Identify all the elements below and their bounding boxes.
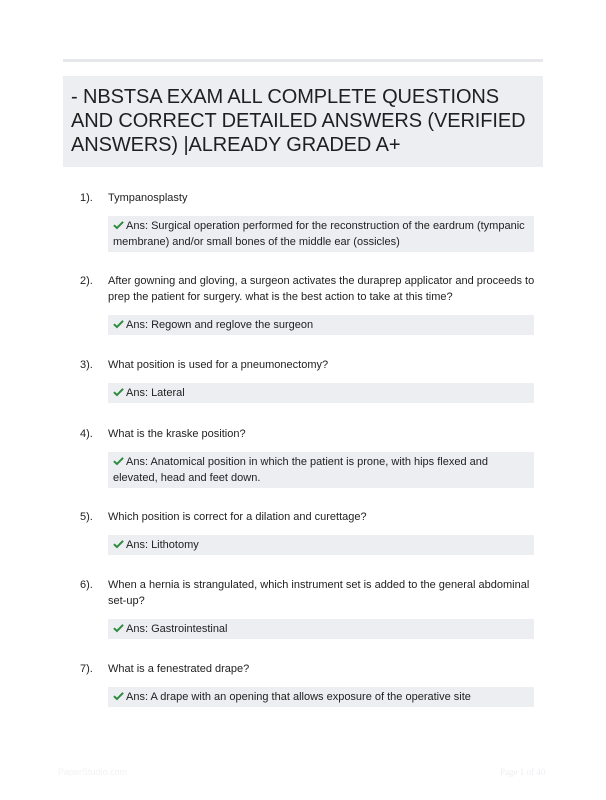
answer-box — [108, 383, 534, 403]
qa-item-7 — [80, 661, 540, 707]
check-icon — [113, 456, 124, 466]
question-number: 1). — [80, 192, 93, 204]
question-number: 2). — [80, 275, 93, 287]
answer-box — [108, 687, 534, 707]
qa-item-5 — [80, 509, 540, 555]
question-text: What position is used for a pneumonectomy? — [108, 359, 329, 371]
footer-source: PaperStudio.com — [58, 767, 128, 777]
answer-text: Ans: Lithotomy — [126, 539, 199, 551]
page-number: Page 1 of 40 — [500, 767, 546, 777]
answer-box — [108, 619, 534, 639]
check-icon — [113, 691, 124, 701]
question-number: 4). — [80, 428, 93, 440]
question-text: What is the kraske position? — [108, 428, 246, 440]
question-number: 6). — [80, 579, 93, 591]
answer-text: Ans: Regown and reglove the surgeon — [126, 319, 314, 331]
answer-text: Ans: A drape with an opening that allows exposure of the operative site — [126, 691, 471, 703]
qa-item-4 — [80, 426, 540, 488]
check-icon — [113, 623, 124, 633]
answer-box — [108, 535, 534, 555]
document-title: - NBSTSA EXAM ALL COMPLETE QUESTIONS AND CORRECT DETAILED ANSWERS (VERIFIED ANSWERS) |ALREADY GRADED A+ — [71, 86, 526, 156]
answer-text: Ans: Lateral — [126, 387, 185, 399]
question-number: 5). — [80, 511, 93, 523]
answer-text: Ans: Gastrointestinal — [126, 623, 228, 635]
answer-text: Ans: Anatomical position in which the patient is prone, with hips flexed and elevated, head and feet down. — [113, 456, 488, 484]
question-number: 3). — [80, 359, 93, 371]
answer-text: Ans: Surgical operation performed for the reconstruction of the eardrum (tympanic membrane) and/or small bones of the middle ear (ossicles) — [113, 220, 525, 248]
top-divider — [63, 59, 543, 62]
qa-item-2 — [80, 273, 540, 335]
check-icon — [113, 387, 124, 397]
answer-box — [108, 315, 534, 335]
title-panel — [63, 76, 543, 167]
qa-item-3 — [80, 357, 540, 403]
question-number: 7). — [80, 663, 93, 675]
answer-box — [108, 216, 534, 252]
qa-item-6 — [80, 577, 540, 639]
question-text: Which position is correct for a dilation and curettage? — [108, 511, 367, 523]
question-text: When a hernia is strangulated, which instrument set is added to the general abdominal set-up? — [108, 579, 530, 607]
question-text: After gowning and gloving, a surgeon activates the duraprep applicator and proceeds to prep the patient for surgery. what is the best action to take at this time? — [108, 275, 535, 303]
check-icon — [113, 539, 124, 549]
check-icon — [113, 220, 124, 230]
answer-box — [108, 452, 534, 488]
check-icon — [113, 319, 124, 329]
qa-item-1 — [80, 190, 540, 252]
question-text: Tympanosplasty — [108, 192, 188, 204]
question-text: What is a fenestrated drape? — [108, 663, 250, 675]
